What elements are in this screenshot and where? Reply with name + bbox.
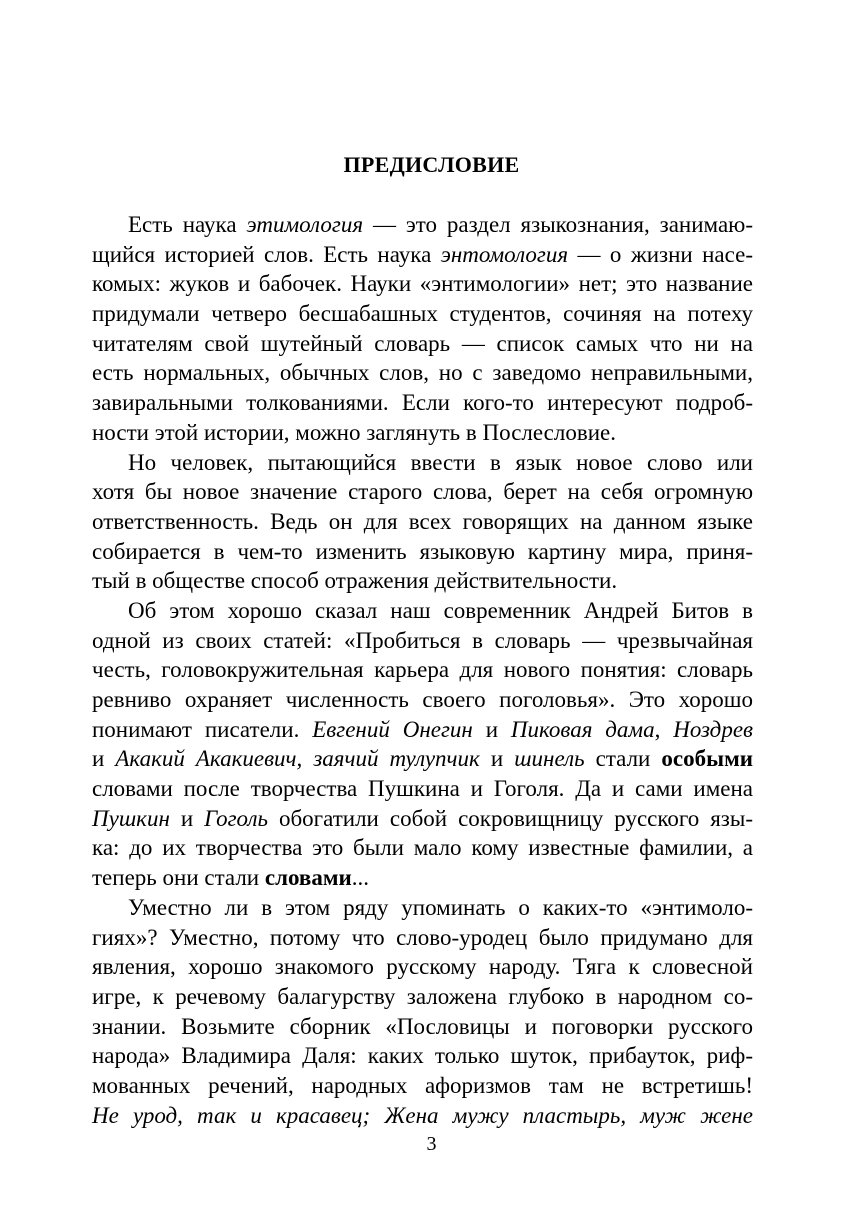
text-segment: и (92, 746, 116, 772)
text-segment: теперь они стали (92, 865, 265, 891)
text-segment: Но человек, пытающийся ввести в язык новое слово или (128, 449, 753, 475)
italic-text: Евгений Онегин (312, 716, 473, 742)
bold-text: словами (264, 865, 352, 891)
text-line (92, 893, 753, 923)
text-line (92, 863, 753, 893)
text-line (92, 210, 753, 240)
text-line (92, 507, 753, 537)
text-segment: есть нормальных, обычных слов, но с заведомо неправильными, (92, 360, 753, 386)
text-segment: стали (584, 746, 662, 772)
text-line (92, 685, 753, 715)
text-line (92, 299, 753, 329)
text-line (92, 1071, 753, 1101)
text-segment: тый в обществе способ отражения действительности. (92, 568, 618, 594)
text-segment: — о жизни насе- (568, 241, 753, 267)
text-segment: народа» Владимира Даля: каких только шуток, прибауток, риф- (92, 1043, 753, 1069)
text-line (92, 804, 753, 834)
text-segment: читателям свой шутейный словарь — список самых что ни на (92, 330, 753, 356)
text-segment: ка: до их творчества это были мало кому известные фамилии, а (92, 835, 753, 861)
text-segment: ответственность. Ведь он для всех говорящих на данном языке (92, 508, 753, 534)
body-text (92, 210, 753, 1130)
text-segment: и (169, 805, 205, 831)
text-segment: явления, хорошо знакомого русскому народу. Тяга к словесной (92, 954, 753, 980)
text-line (92, 329, 753, 359)
page-number: 3 (426, 1133, 437, 1155)
text-segment: и (479, 746, 515, 772)
text-line (92, 477, 753, 507)
text-segment: понимают писатели. (92, 716, 313, 742)
text-segment: комых: жуков и бабочек. Науки «энтимологии» нет; это название (92, 271, 753, 297)
text-line (92, 923, 753, 953)
text-segment: придумали четверо бесшабашных студентов, сочиняя на потеху (92, 301, 753, 327)
text-line (92, 1041, 753, 1071)
text-segment: собирается в чем-то изменить языковую картину мира, приня- (92, 538, 753, 564)
text-segment: честь, головокружительная карьера для нового понятия: словарь (92, 657, 753, 683)
italic-text: Ноздрев (673, 716, 754, 742)
page-title: ПРЕДИСЛОВИЕ (343, 152, 520, 177)
text-line (92, 388, 753, 418)
text-segment: знании. Возьмите сборник «Пословицы и поговорки русского (92, 1013, 753, 1039)
text-segment: Уместно ли в этом ряду упоминать о каких-то «энтимоло- (128, 894, 753, 920)
text-segment: и (472, 716, 511, 742)
text-segment: ... (351, 865, 370, 891)
text-segment: завиральными толкованиями. Если кого-то интересуют подроб- (92, 390, 753, 416)
text-segment: обогатили собой сокровищницу русского язы- (267, 805, 754, 831)
text-segment: , (654, 716, 674, 742)
text-segment: ревниво охраняет численность своего поголовья». Это хорошо (92, 687, 753, 712)
italic-text: шинель (514, 746, 585, 772)
text-line (92, 774, 753, 804)
text-line (92, 269, 753, 299)
text-segment: мованных речений, народных афоризмов там не встретишь! (92, 1072, 753, 1098)
italic-text: Пушкин (92, 805, 170, 831)
text-line (92, 1012, 753, 1042)
text-segment: Есть наука (128, 212, 247, 237)
text-segment: щийся историей слов. Есть наука (92, 241, 441, 267)
text-segment: словами после творчества Пушкина и Гоголя. Да и сами имена (92, 776, 753, 802)
text-line (92, 448, 753, 478)
text-segment: игре, к речевому балагурству заложена глубоко в народном со- (92, 983, 753, 1009)
text-segment: ности этой истории, можно заглянуть в Послесловие. (92, 419, 616, 445)
text-line (92, 715, 753, 745)
text-segment: хотя бы новое значение старого слова, берет на себя огромную (92, 479, 753, 505)
text-line (92, 537, 753, 567)
text-line (92, 982, 753, 1012)
italic-text: Акакий Акакиевич, заячий тулупчик (115, 746, 480, 772)
text-line (92, 626, 753, 656)
text-segment: гиях»? Уместно, потому что слово-уродец было придумано для (92, 924, 753, 950)
text-line (92, 596, 753, 626)
italic-text: энтомология (440, 241, 569, 267)
italic-text: этимология (246, 212, 364, 237)
text-segment: Об этом хорошо сказал наш современник Андрей Битов в (128, 597, 753, 623)
text-line (92, 952, 753, 982)
text-line (92, 833, 753, 863)
bold-text: особыми (661, 746, 753, 772)
text-line (92, 358, 753, 388)
text-line (92, 744, 753, 774)
text-segment: — это раздел языкознания, занимаю- (363, 212, 753, 237)
text-line (92, 566, 753, 596)
text-line (92, 240, 753, 270)
italic-text: Не урод, так и красавец; Жена мужу пластырь, муж жене (92, 1102, 753, 1128)
italic-text: Пиковая дама (510, 716, 655, 742)
text-segment: одной из своих статей: «Пробиться в словарь — чрезвычайная (92, 627, 753, 653)
text-line (92, 1101, 753, 1131)
text-line (92, 418, 753, 448)
text-line (92, 655, 753, 685)
italic-text: Гоголь (204, 805, 268, 831)
